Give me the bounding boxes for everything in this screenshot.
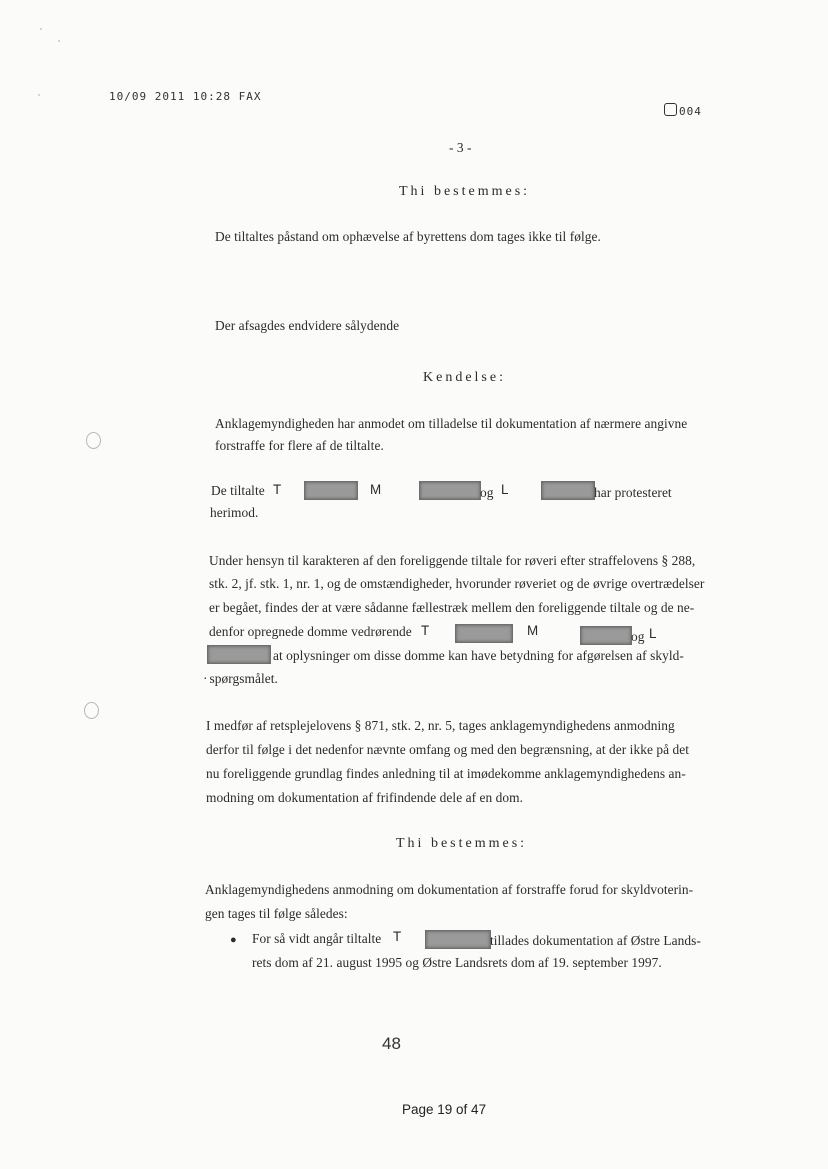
paragraph-line: modning om dokumentation af frifindende dele af en dom. [206,790,523,805]
page-label: Page 19 of 47 [402,1102,487,1117]
fax-page-number: 004 [664,103,702,118]
paragraph-line: herimod. [210,505,259,520]
scan-dust [58,40,60,42]
section-heading: Thi bestemmes: [396,836,528,851]
redaction-box [580,626,632,645]
conjunction: og [631,629,645,644]
section-heading: Thi bestemmes: [399,184,531,199]
paragraph-line: at oplysninger om disse domme kan have betydning for afgørelsen af skyld- [273,648,684,663]
paragraph-line: · spørgsmålet. [203,671,278,686]
ruling-text: De tiltaltes påstand om ophævelse af byrettens dom tages ikke til følge. [215,229,601,244]
paragraph-line: Anklagemyndigheden har anmodet om tilladelse til dokumentation af nærmere angivne [215,416,688,431]
page-number: - 3 - [449,140,472,155]
fax-header: 10/09 2011 10:28 FAX [109,90,262,103]
defendant-initial: M [527,623,539,638]
paragraph-line: tillades dokumentation af Østre Lands- [490,933,701,948]
paragraph-line: rets dom af 21. august 1995 og Østre Landsrets dom af 19. september 1997. [252,955,662,970]
paragraph-line: stk. 2, jf. stk. 1, nr. 1, og de omstændigheder, hvorunder røveriet og de øvrige overtrædelser [209,576,705,591]
defendant-initial: T [393,929,402,944]
redaction-box [207,645,271,664]
redaction-box [541,481,595,500]
bates-number: 48 [382,1034,401,1053]
punch-hole [86,432,101,449]
paragraph-line: er begået, findes der at være sådanne fællestræk mellem den foreliggende tiltale og de ne- [209,600,695,615]
paragraph-line: Under hensyn til karakteren af den foreliggende tiltale for røveri efter straffelovens § 288, [209,553,696,568]
paragraph-line: forstraffe for flere af de tiltalte. [215,438,384,453]
defendant-initial: T [273,482,282,497]
paragraph-line: Anklagemyndighedens anmodning om dokumentation af forstraffe forud for skyldvoterin- [205,882,694,897]
paragraph-line: gen tages til følge således: [205,906,348,921]
paragraph-line: For så vidt angår tiltalte [252,931,382,946]
bullet-icon: ● [230,934,237,946]
redaction-box [425,930,491,949]
redaction-box [419,481,481,500]
paragraph-line: De tiltalte [211,483,265,498]
defendant-initial: L [501,482,509,497]
conjunction: og [480,485,494,500]
kendelse-heading: Kendelse: [423,370,506,385]
paragraph-line: har protesteret [594,485,672,500]
redaction-box [455,624,513,643]
paragraph-line: nu foreliggende grundlag findes anledning til at imødekomme anklagemyndighedens an- [206,766,686,781]
fax-page-icon [664,103,677,116]
scan-dust [40,28,42,30]
intro-text: Der afsagdes endvidere sålydende [215,318,400,333]
scan-dust [38,94,40,96]
paragraph-line: I medfør af retsplejelovens § 871, stk. 2, nr. 5, tages anklagemyndighedens anmodning [206,718,675,733]
redaction-box [304,481,358,500]
defendant-initial: L [649,626,657,641]
defendant-initial: M [370,482,382,497]
paragraph-line: derfor til følge i det nedenfor nævnte omfang og med den begrænsning, at der ikke på det [206,742,689,757]
paragraph-line: denfor opregnede domme vedrørende [209,624,412,639]
defendant-initial: T [421,623,430,638]
punch-hole [84,702,99,719]
